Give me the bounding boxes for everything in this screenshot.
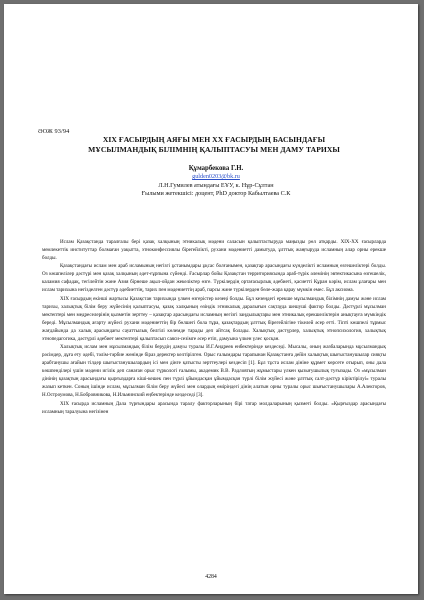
body-paragraph: XIX ғасырда исламның Дала түрғындары арасында таралу факторларының бірі татар молдаларының қызметі болды. «Қырғыздар арасындағы исламның таралуына негізінен xyxy=(42,400,386,415)
author-affiliation: Л.Н.Гумилев атындағы ЕҰУ, к. Нұр-Сұлтан xyxy=(158,181,274,189)
udc-code: ӘОЖ 93/94 xyxy=(38,128,70,135)
body-paragraph: Халықтық ислам мен мұсылмандық білім берудің дамуы туралы И.Г.Андреев енбектерінде кездеседі. Мысалы, оның жазбаларында мұсылмандық рәсімдер, дұға ету әдебі, тәлім-тәрбие жөнінде біраз деректер келтірілген. Орыс ғалымдары тарапынан Қазақстанға дейін халықтық шығыстанушылар сияқты арабтанушы ағайын тілдер шығыстанушылардың ісі мен дінге қатысты зерттеулері кездесіп [1]. Бұл тұста ислам дініне құрмет көрсете отырып, оны дала көшпенділері үшін мәдени игілік деп санаған орыс түркологі ғалымы, академик В.В. Радловтың жұмыстары үлкен қызығушылық туғызады. Оз «мұсылман дінінің қазақтың арасындағы қырғыздарға кіші-кешек пен түрлі ұйымдасқан ұйымдасқан түрлі білім жүйесі және ұлттық салт-дәстүр кіріктірілуі» туралы жазып кеткен. Соның ішінде ислам, мұсылман білім беру жүйесі мен олардың өміріндегі дінің алатын орны туралы орыс шығыстанушылары А.Алекторов, Н.Остроумова, Н.Бобровникова, Н.Ильминский еңбектерінде кездеседі [3]. xyxy=(42,344,386,399)
author-name: Құмарбекова Г.Н. xyxy=(188,165,244,172)
body-paragraph: Ислам Қазақстанда таралғалы бері қазақ халқының этникалық мәдени саласын қалыптастыруда маңызды рөл атқарды. XIX-XX ғасырларда мемлекеттік институттар болмаған уақытта, этноконфессиялы бірегейлікті, рухани мәдениетті дамытуда, ұлттық жаңғыруда исламның алар орны ерекше болды. xyxy=(42,239,386,261)
author-block xyxy=(4,165,418,198)
article-title xyxy=(34,135,394,154)
author-email-link[interactable]: gulden0203@bk.ru xyxy=(192,173,240,181)
body-paragraph: XIX ғасырдың екінші жартысы Қазақстан тарихында үлкен өзгерістер кезеңі болды. Бұл кезеңдегі ерекше мұсылмандық білімнің дамуы және ислам тарихы, халықтық білім беру жүйесінің қалыптасуы, қазақ халқының өзіндік этникалық даралығын сақтауда шешуші фактор болды. Дәстүрлі мұсылман мектептері мен медреселерінің қызметін зерттеу – қазақтар арасындағы исламның негізгі заңдылықтары мен этникалық ерекшеліктерін анықтауға мүмкіндік береді. Мұсылмандық ағарту жүйесі рухани мәдениеттің бір бөлшегі бола тұра, қазақтардың ұлттық бірегейлігіне тікелей әсер етті. Тіпті көшпелі тұрмыс жағдайында да халық арасындағы сауаттылық белгілі көлемде тарады деп айтсақ болады. Халықтық дәстүрлер, халықтық этнопсихология, халықтық этнопедагогика, дәстүрлі әдебиет мектептері қалыптасып саяси-сезімге әсер етіп, дамуына үлкен үлес қосқан. xyxy=(42,295,386,342)
title-line-2: МҰСЫЛМАНДЫҚ БІЛІМНІҢ ҚАЛЫПТАСУЫ МЕН ДАМУ ТАРИХЫ xyxy=(88,144,340,154)
title-line-1: XIX ҒАСЫРДЫҢ АЯҒЫ МЕН XX ҒАСЫРДЫҢ БАСЫНДАҒЫ xyxy=(102,135,326,144)
body-paragraph: Қазақстандағы ислам мен араб исламының негізгі ұстанымдары ұқсас болғанымен, қазақтар арасындағы күнделікті исламның өзгешеліктері болды. Оз көшпелілер дәстүрі мен қазақ халқының әдет-ғұрпына сүйенді. Ғасырлар бойы Қазақстан территориясында араб-түрік әлемінің эвтектикасына өзгешелік, каламия сафадақ, тегілейтін және Азия бірнеше ақыл-ойдан жекеліктер өзге. Түркілердің ортағасырлық әдебиеті, қасиетті Құран кәрім, ислам ұлағары мен ислам тарихына негізделген дәстүр әдебиеттің, тарих пен мәдениеттің араб, парсы және түркілерден бөле-жара қарау мүмкін емес. Бұл аксиома. xyxy=(42,263,386,294)
scientific-advisor: Ғылыми жетекшісі: доцент, PhD доктор Кабылтаева С.К xyxy=(141,189,291,197)
article-body xyxy=(42,238,386,416)
document-page xyxy=(4,4,418,594)
page-number: 4284 xyxy=(205,574,217,580)
